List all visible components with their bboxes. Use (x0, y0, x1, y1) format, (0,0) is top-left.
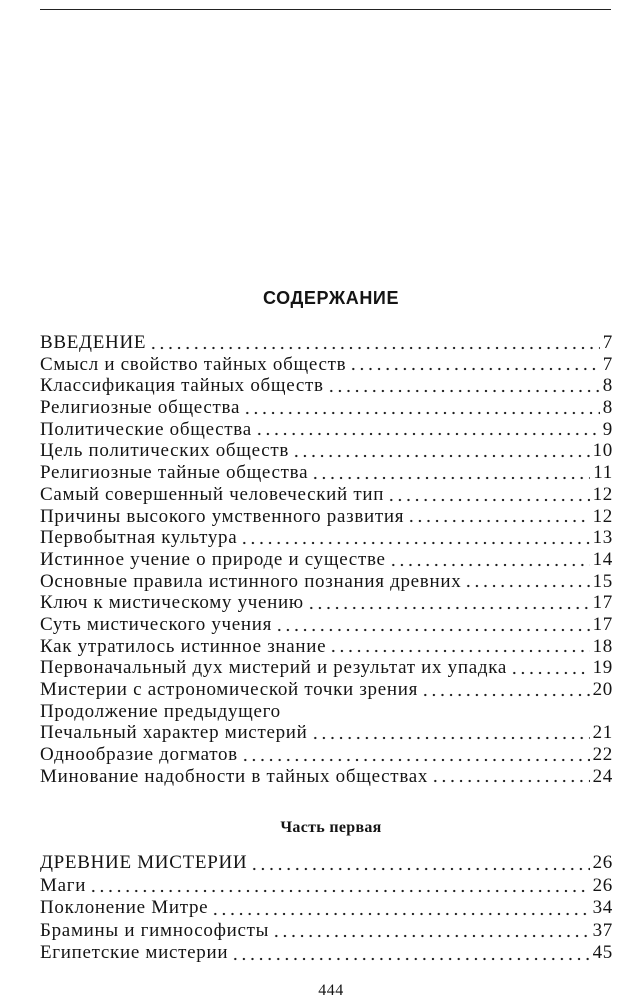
dot-leader (348, 354, 600, 376)
toc-entry-title: Печальный характер мистерий (40, 722, 308, 744)
page-number: 444 (318, 982, 344, 999)
toc-entry-page: 37 (592, 919, 613, 941)
dot-leader (310, 722, 590, 744)
toc-entry-page: 8 (602, 375, 613, 397)
toc-entry-title: Основные правила истинного познания древних (40, 570, 462, 592)
toc-entry-page: 24 (592, 765, 613, 787)
toc-entry (40, 875, 613, 898)
toc-entry-title: Религиозные тайные общества (40, 462, 309, 484)
toc-entry (40, 527, 613, 549)
toc-entry-page: 7 (602, 332, 613, 353)
toc-entry-page: 19 (592, 657, 613, 679)
toc-entry (40, 744, 613, 766)
toc-entry-title: Истинное учение о природе и существе (40, 548, 386, 570)
dot-leader (239, 527, 589, 549)
toc-entry-page: 20 (592, 679, 613, 700)
dot-leader (148, 332, 600, 354)
toc-entry (40, 679, 613, 701)
top-rule-divider (40, 9, 611, 10)
dot-leader (88, 875, 590, 898)
toc-entry-title: ВВЕДЕНИЕ (40, 332, 147, 353)
toc-entry-title: Смысл и свойство тайных обществ (40, 353, 347, 375)
toc-entry-title: Первобытная культура (40, 527, 238, 549)
toc-entry-page: 7 (602, 353, 613, 375)
toc-entry-page: 21 (592, 722, 613, 744)
toc-entry-title: Египетские мистерии (40, 942, 229, 963)
dot-leader (328, 636, 589, 658)
toc-entry-page: 17 (592, 592, 613, 614)
dot-leader (274, 614, 589, 636)
toc-entry (40, 571, 613, 593)
dot-leader (210, 897, 589, 920)
dot-leader (430, 766, 590, 788)
toc-entry-page: 12 (592, 505, 613, 527)
toc-entry (40, 549, 613, 571)
toc-entry-page: 13 (592, 527, 613, 549)
toc-entry-title: Классификация тайных обществ (40, 375, 324, 397)
toc-entry (40, 592, 613, 614)
toc-entry-title: Продолжение предыдущего (40, 700, 281, 722)
part-title: Часть первая (280, 819, 382, 836)
toc-entry (40, 375, 613, 397)
toc-entry-page: 45 (592, 942, 613, 963)
dot-leader (420, 679, 590, 701)
toc-entry (40, 397, 613, 419)
toc-part-one-list (40, 852, 613, 965)
toc-entry-title: Минование надобности в тайных обществах (40, 765, 429, 787)
dot-leader (310, 462, 590, 484)
toc-entry-title: Однообразие догматов (40, 744, 238, 766)
toc-entry (40, 852, 613, 875)
toc-entry-title: Брамины и гимнософисты (40, 919, 270, 941)
dot-leader (463, 571, 589, 593)
toc-entry (40, 484, 613, 506)
toc-entry-page: 11 (593, 462, 613, 484)
toc-entry-page: 34 (592, 897, 613, 918)
toc-entry-title: Поклонение Митре (40, 897, 209, 918)
toc-heading: СОДЕРЖАНИЕ (262, 288, 400, 308)
toc-entry-title: Причины высокого умственного развития (40, 505, 405, 527)
toc-entry (40, 419, 613, 441)
dot-leader (240, 744, 590, 766)
toc-entry (40, 636, 613, 658)
dot-leader (291, 440, 590, 462)
dot-leader (254, 419, 600, 441)
dot-leader (388, 549, 590, 571)
toc-entry-page: 14 (592, 548, 613, 570)
toc-entry-title: Цель политических обществ (40, 440, 290, 462)
toc-entry-title: Первоначальный дух мистерий и результат их упадка (40, 657, 508, 679)
toc-entry (40, 766, 613, 788)
dot-leader (509, 657, 590, 679)
toc-entry-title: Ключ к мистическому учению (40, 592, 304, 614)
toc-entry (40, 332, 613, 354)
toc-entry-title: Мистерии с астрономической точки зрения (40, 679, 419, 700)
dot-leader (230, 942, 589, 965)
dot-leader (249, 852, 589, 875)
toc-entry-title: ДРЕВНИЕ МИСТЕРИИ (40, 852, 248, 873)
toc-entry (40, 897, 613, 920)
toc-entry (40, 440, 613, 462)
toc-entry (40, 506, 613, 528)
dot-leader (386, 484, 590, 506)
toc-entry-page: 26 (592, 852, 613, 873)
toc-entry-no-page (40, 701, 613, 723)
toc-entry (40, 920, 613, 943)
toc-entry (40, 614, 613, 636)
toc-entry-page: 18 (592, 635, 613, 657)
toc-entry (40, 657, 613, 679)
dot-leader (326, 375, 600, 397)
dot-leader (306, 592, 590, 614)
toc-entry-page: 12 (592, 483, 613, 505)
toc-entry-title: Суть мистического учения (40, 613, 273, 635)
toc-entry-title: Самый совершенный человеческий тип (40, 483, 385, 505)
toc-entry-page: 10 (592, 440, 613, 462)
toc-entry-title: Маги (40, 874, 87, 896)
toc-entry-page: 8 (602, 397, 613, 419)
toc-entry-page: 15 (592, 570, 613, 592)
toc-entry-title: Как утратилось истинное знание (40, 635, 327, 657)
toc-entry-page: 9 (602, 418, 613, 440)
toc-entry (40, 354, 613, 376)
toc-entry-title: Религиозные общества (40, 397, 241, 419)
toc-entry-page: 22 (592, 744, 613, 766)
toc-entry (40, 462, 613, 484)
toc-entry (40, 722, 613, 744)
toc-entry-page: 17 (592, 613, 613, 635)
toc-entry-page: 26 (592, 874, 613, 896)
dot-leader (271, 920, 590, 943)
toc-entry (40, 942, 613, 965)
toc-entry-title: Политические общества (40, 418, 252, 440)
dot-leader (406, 506, 589, 528)
dot-leader (242, 397, 600, 419)
toc-introduction-list (40, 332, 613, 787)
